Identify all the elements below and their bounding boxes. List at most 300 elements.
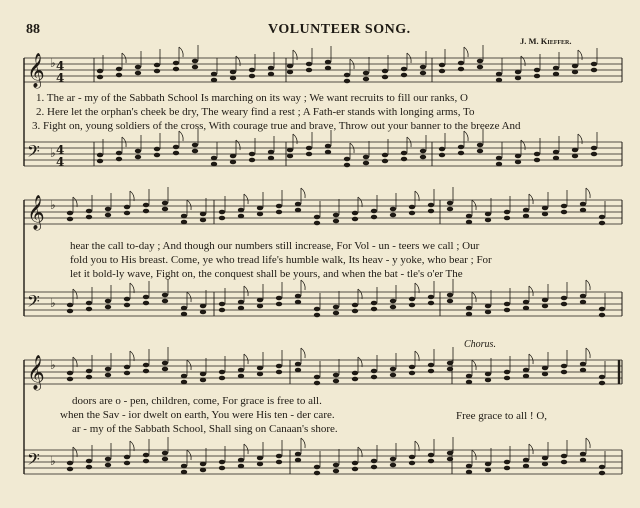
note-head bbox=[534, 158, 540, 163]
note-head bbox=[181, 220, 187, 225]
bass-clef: 𝄢 bbox=[27, 449, 40, 473]
note-head bbox=[428, 459, 434, 464]
note-head bbox=[306, 62, 312, 67]
note-head bbox=[276, 210, 282, 215]
note-head bbox=[599, 381, 605, 386]
note-head bbox=[67, 371, 73, 376]
note-head bbox=[390, 367, 396, 372]
note-head bbox=[116, 157, 122, 162]
note-head bbox=[219, 302, 225, 307]
note-head bbox=[135, 155, 141, 160]
note-head bbox=[561, 364, 567, 369]
note-head bbox=[97, 75, 103, 80]
note-flag bbox=[529, 354, 533, 364]
note-head bbox=[67, 461, 73, 466]
note-flag bbox=[472, 360, 476, 370]
note-head bbox=[124, 371, 130, 376]
note-head bbox=[542, 456, 548, 461]
note-head bbox=[496, 78, 502, 83]
note-head bbox=[211, 78, 217, 83]
note-flag bbox=[578, 134, 582, 144]
note-head bbox=[162, 293, 168, 298]
note-head bbox=[553, 150, 559, 155]
note-head bbox=[420, 149, 426, 154]
note-flag bbox=[472, 200, 476, 210]
note-head bbox=[363, 77, 369, 82]
note-head bbox=[295, 452, 301, 457]
note-head bbox=[352, 211, 358, 216]
note-head bbox=[143, 203, 149, 208]
note-head bbox=[371, 369, 377, 374]
note-head bbox=[105, 373, 111, 378]
note-head bbox=[181, 312, 187, 317]
note-head bbox=[287, 148, 293, 153]
note-head bbox=[230, 76, 236, 81]
note-flag bbox=[187, 360, 191, 370]
note-head bbox=[105, 367, 111, 372]
note-flag bbox=[586, 280, 590, 290]
note-head bbox=[580, 368, 586, 373]
note-head bbox=[287, 70, 293, 75]
note-head bbox=[466, 470, 472, 475]
note-head bbox=[67, 309, 73, 314]
note-head bbox=[390, 213, 396, 218]
note-head bbox=[143, 301, 149, 306]
note-head bbox=[173, 145, 179, 150]
note-head bbox=[124, 455, 130, 460]
note-head bbox=[344, 73, 350, 78]
note-head bbox=[192, 149, 198, 154]
note-flag bbox=[472, 292, 476, 302]
note-head bbox=[477, 149, 483, 154]
note-head bbox=[447, 201, 453, 206]
note-head bbox=[352, 303, 358, 308]
note-flag bbox=[130, 283, 134, 293]
note-head bbox=[466, 464, 472, 469]
note-head bbox=[390, 305, 396, 310]
note-head bbox=[534, 152, 540, 157]
note-head bbox=[295, 202, 301, 207]
note-head bbox=[86, 369, 92, 374]
note-head bbox=[352, 467, 358, 472]
note-head bbox=[314, 381, 320, 386]
note-head bbox=[523, 368, 529, 373]
page-number: 88 bbox=[26, 22, 40, 37]
bass-clef: 𝄢 bbox=[27, 141, 40, 165]
note-head bbox=[295, 294, 301, 299]
note-flag bbox=[301, 280, 305, 290]
song-title: VOLUNTEER SONG. bbox=[268, 22, 411, 37]
note-head bbox=[333, 219, 339, 224]
note-head bbox=[230, 70, 236, 75]
note-head bbox=[124, 211, 130, 216]
note-head bbox=[238, 464, 244, 469]
note-head bbox=[420, 71, 426, 76]
note-head bbox=[173, 67, 179, 72]
note-head bbox=[599, 375, 605, 380]
note-head bbox=[477, 59, 483, 64]
note-head bbox=[287, 64, 293, 69]
note-head bbox=[86, 215, 92, 220]
note-head bbox=[287, 154, 293, 159]
note-head bbox=[257, 462, 263, 467]
note-head bbox=[333, 463, 339, 468]
note-head bbox=[401, 157, 407, 162]
note-head bbox=[458, 145, 464, 150]
note-head bbox=[390, 463, 396, 468]
note-head bbox=[314, 313, 320, 318]
note-head bbox=[67, 303, 73, 308]
note-head bbox=[67, 211, 73, 216]
note-head bbox=[542, 462, 548, 467]
note-flag bbox=[301, 188, 305, 198]
note-head bbox=[124, 205, 130, 210]
note-flag bbox=[73, 357, 77, 367]
note-head bbox=[257, 212, 263, 217]
note-head bbox=[352, 377, 358, 382]
note-head bbox=[428, 369, 434, 374]
note-head bbox=[314, 215, 320, 220]
note-head bbox=[230, 154, 236, 159]
note-head bbox=[143, 369, 149, 374]
note-head bbox=[181, 470, 187, 475]
note-head bbox=[515, 154, 521, 159]
verse-line-3-1: doors are o - pen, children, come, For grace is free to all. bbox=[72, 395, 322, 407]
key-flat: ♭ bbox=[50, 56, 56, 70]
note-flag bbox=[301, 438, 305, 448]
note-head bbox=[249, 158, 255, 163]
note-flag bbox=[187, 200, 191, 210]
note-head bbox=[200, 304, 206, 309]
note-head bbox=[580, 300, 586, 305]
note-flag bbox=[293, 50, 297, 60]
note-flag bbox=[358, 197, 362, 207]
note-head bbox=[162, 299, 168, 304]
note-head bbox=[401, 73, 407, 78]
note-head bbox=[371, 465, 377, 470]
note-flag bbox=[244, 194, 248, 204]
note-head bbox=[124, 461, 130, 466]
note-head bbox=[162, 367, 168, 372]
note-head bbox=[599, 215, 605, 220]
note-head bbox=[276, 204, 282, 209]
note-head bbox=[314, 465, 320, 470]
note-head bbox=[447, 451, 453, 456]
time-signature: 4 bbox=[56, 143, 65, 157]
note-head bbox=[276, 364, 282, 369]
note-head bbox=[154, 69, 160, 74]
note-flag bbox=[529, 444, 533, 454]
note-head bbox=[447, 457, 453, 462]
note-head bbox=[561, 370, 567, 375]
note-head bbox=[124, 365, 130, 370]
note-head bbox=[428, 301, 434, 306]
note-flag bbox=[73, 197, 77, 207]
treble-clef: 𝄞 bbox=[27, 195, 45, 230]
note-head bbox=[599, 307, 605, 312]
note-head bbox=[580, 202, 586, 207]
note-head bbox=[409, 205, 415, 210]
note-head bbox=[428, 209, 434, 214]
note-head bbox=[325, 60, 331, 65]
note-head bbox=[561, 460, 567, 465]
note-head bbox=[523, 458, 529, 463]
note-head bbox=[154, 63, 160, 68]
note-head bbox=[124, 303, 130, 308]
note-head bbox=[268, 156, 274, 161]
note-head bbox=[173, 61, 179, 66]
note-head bbox=[553, 72, 559, 77]
composer-credit: J. M. Kieffer. bbox=[520, 36, 572, 46]
verse-line-2-3: let it bold-ly wave, Fight on, the conquest shall be yours, and when the bat - tle's o'er The bbox=[70, 268, 463, 280]
note-head bbox=[523, 214, 529, 219]
note-head bbox=[116, 73, 122, 78]
note-head bbox=[382, 69, 388, 74]
note-head bbox=[572, 70, 578, 75]
key-flat: ♭ bbox=[50, 146, 56, 160]
note-head bbox=[409, 211, 415, 216]
note-head bbox=[276, 302, 282, 307]
note-flag bbox=[236, 140, 240, 150]
note-head bbox=[238, 374, 244, 379]
treble-clef: 𝄞 bbox=[27, 355, 45, 390]
note-head bbox=[542, 304, 548, 309]
note-head bbox=[219, 376, 225, 381]
note-head bbox=[428, 453, 434, 458]
note-head bbox=[371, 301, 377, 306]
note-head bbox=[363, 155, 369, 160]
note-head bbox=[116, 67, 122, 72]
note-head bbox=[135, 71, 141, 76]
note-flag bbox=[244, 444, 248, 454]
verse-line-2-1: hear the call to-day ; And though our numbers still increase, For Vol - un - teers we call ; Our bbox=[70, 240, 480, 252]
note-flag bbox=[415, 191, 419, 201]
note-head bbox=[154, 153, 160, 158]
note-head bbox=[382, 153, 388, 158]
note-head bbox=[485, 378, 491, 383]
note-head bbox=[238, 214, 244, 219]
note-head bbox=[333, 469, 339, 474]
note-head bbox=[257, 456, 263, 461]
time-signature: 4 bbox=[56, 59, 65, 73]
note-flag bbox=[464, 131, 468, 141]
note-head bbox=[105, 463, 111, 468]
note-head bbox=[344, 163, 350, 168]
note-head bbox=[276, 296, 282, 301]
note-head bbox=[181, 374, 187, 379]
note-head bbox=[257, 298, 263, 303]
note-head bbox=[143, 459, 149, 464]
note-head bbox=[382, 159, 388, 164]
note-head bbox=[325, 144, 331, 149]
note-head bbox=[599, 221, 605, 226]
note-flag bbox=[187, 450, 191, 460]
note-head bbox=[428, 295, 434, 300]
note-head bbox=[200, 310, 206, 315]
note-head bbox=[599, 313, 605, 318]
note-flag bbox=[73, 289, 77, 299]
note-head bbox=[86, 465, 92, 470]
note-head bbox=[409, 461, 415, 466]
note-head bbox=[143, 363, 149, 368]
note-head bbox=[371, 375, 377, 380]
note-head bbox=[504, 216, 510, 221]
note-head bbox=[154, 147, 160, 152]
note-head bbox=[295, 300, 301, 305]
note-head bbox=[238, 458, 244, 463]
note-flag bbox=[578, 50, 582, 60]
note-head bbox=[561, 296, 567, 301]
note-head bbox=[67, 467, 73, 472]
note-flag bbox=[236, 56, 240, 66]
note-head bbox=[352, 461, 358, 466]
note-head bbox=[371, 215, 377, 220]
note-head bbox=[371, 459, 377, 464]
verse-line-2-2: fold you to His breast. Come, ye who tread life's humble walk, Its heav - y yoke, who bear ; For bbox=[70, 254, 492, 266]
note-head bbox=[572, 64, 578, 69]
note-head bbox=[86, 375, 92, 380]
verse-line-3-3: ar - my of the Sabbath School, Shall sing on Canaan's shore. bbox=[72, 423, 338, 435]
note-head bbox=[458, 61, 464, 66]
note-head bbox=[371, 209, 377, 214]
note-head bbox=[257, 304, 263, 309]
note-head bbox=[580, 458, 586, 463]
note-head bbox=[116, 151, 122, 156]
note-head bbox=[135, 149, 141, 154]
note-head bbox=[447, 207, 453, 212]
note-flag bbox=[130, 191, 134, 201]
note-flag bbox=[529, 286, 533, 296]
staves bbox=[24, 58, 622, 474]
note-head bbox=[143, 209, 149, 214]
note-head bbox=[219, 460, 225, 465]
note-head bbox=[439, 63, 445, 68]
note-head bbox=[485, 372, 491, 377]
note-head bbox=[230, 160, 236, 165]
note-head bbox=[219, 466, 225, 471]
note-head bbox=[200, 212, 206, 217]
note-head bbox=[599, 471, 605, 476]
note-head bbox=[211, 156, 217, 161]
note-head bbox=[333, 305, 339, 310]
note-flag bbox=[130, 441, 134, 451]
note-head bbox=[485, 304, 491, 309]
note-flag bbox=[293, 134, 297, 144]
note-flag bbox=[244, 286, 248, 296]
note-head bbox=[447, 299, 453, 304]
note-head bbox=[485, 468, 491, 473]
note-head bbox=[181, 380, 187, 385]
note-head bbox=[200, 462, 206, 467]
note-head bbox=[67, 217, 73, 222]
note-head bbox=[295, 458, 301, 463]
note-head bbox=[466, 220, 472, 225]
verse-line-1-2: 2. Here let the orphan's cheek be dry, The weary find a rest ; A Fath-er stands with longing arms, To bbox=[36, 106, 475, 118]
note-head bbox=[314, 471, 320, 476]
note-flag bbox=[358, 447, 362, 457]
note-head bbox=[200, 468, 206, 473]
note-head bbox=[333, 311, 339, 316]
note-head bbox=[143, 295, 149, 300]
key-flat: ♭ bbox=[50, 296, 56, 310]
note-head bbox=[162, 361, 168, 366]
note-head bbox=[162, 451, 168, 456]
note-head bbox=[192, 65, 198, 70]
note-head bbox=[314, 375, 320, 380]
note-head bbox=[306, 146, 312, 151]
note-head bbox=[344, 79, 350, 84]
note-head bbox=[162, 207, 168, 212]
note-head bbox=[238, 208, 244, 213]
note-head bbox=[86, 459, 92, 464]
note-head bbox=[496, 156, 502, 161]
note-head bbox=[496, 162, 502, 167]
note-head bbox=[325, 150, 331, 155]
note-flag bbox=[415, 351, 419, 361]
note-head bbox=[523, 374, 529, 379]
note-head bbox=[409, 455, 415, 460]
note-head bbox=[295, 208, 301, 213]
note-head bbox=[143, 453, 149, 458]
note-head bbox=[523, 208, 529, 213]
note-head bbox=[534, 74, 540, 79]
note-head bbox=[591, 68, 597, 73]
note-head bbox=[504, 376, 510, 381]
note-head bbox=[390, 457, 396, 462]
note-head bbox=[352, 217, 358, 222]
note-head bbox=[561, 454, 567, 459]
note-head bbox=[219, 210, 225, 215]
note-head bbox=[599, 465, 605, 470]
note-flag bbox=[521, 140, 525, 150]
note-flag bbox=[586, 188, 590, 198]
note-head bbox=[447, 367, 453, 372]
note-head bbox=[181, 306, 187, 311]
note-head bbox=[352, 309, 358, 314]
note-head bbox=[105, 213, 111, 218]
note-head bbox=[523, 464, 529, 469]
note-head bbox=[249, 74, 255, 79]
note-head bbox=[504, 460, 510, 465]
note-flag bbox=[415, 441, 419, 451]
note-head bbox=[591, 62, 597, 67]
verse-line-1-1: 1. The ar - my of the Sabbath School Is marching on its way ; We want recruits to fill our ranks, O bbox=[36, 92, 468, 104]
note-head bbox=[200, 372, 206, 377]
note-head bbox=[306, 152, 312, 157]
note-head bbox=[105, 299, 111, 304]
note-head bbox=[580, 452, 586, 457]
note-head bbox=[97, 153, 103, 158]
note-head bbox=[276, 454, 282, 459]
note-head bbox=[333, 213, 339, 218]
note-head bbox=[181, 214, 187, 219]
note-flag bbox=[179, 47, 183, 57]
note-head bbox=[504, 302, 510, 307]
note-head bbox=[561, 210, 567, 215]
note-head bbox=[276, 460, 282, 465]
note-head bbox=[485, 212, 491, 217]
note-head bbox=[428, 363, 434, 368]
notation-marks bbox=[27, 45, 605, 475]
note-head bbox=[466, 312, 472, 317]
note-head bbox=[344, 157, 350, 162]
note-head bbox=[542, 372, 548, 377]
note-head bbox=[219, 216, 225, 221]
note-head bbox=[390, 299, 396, 304]
note-head bbox=[534, 68, 540, 73]
note-flag bbox=[244, 354, 248, 364]
note-head bbox=[219, 308, 225, 313]
